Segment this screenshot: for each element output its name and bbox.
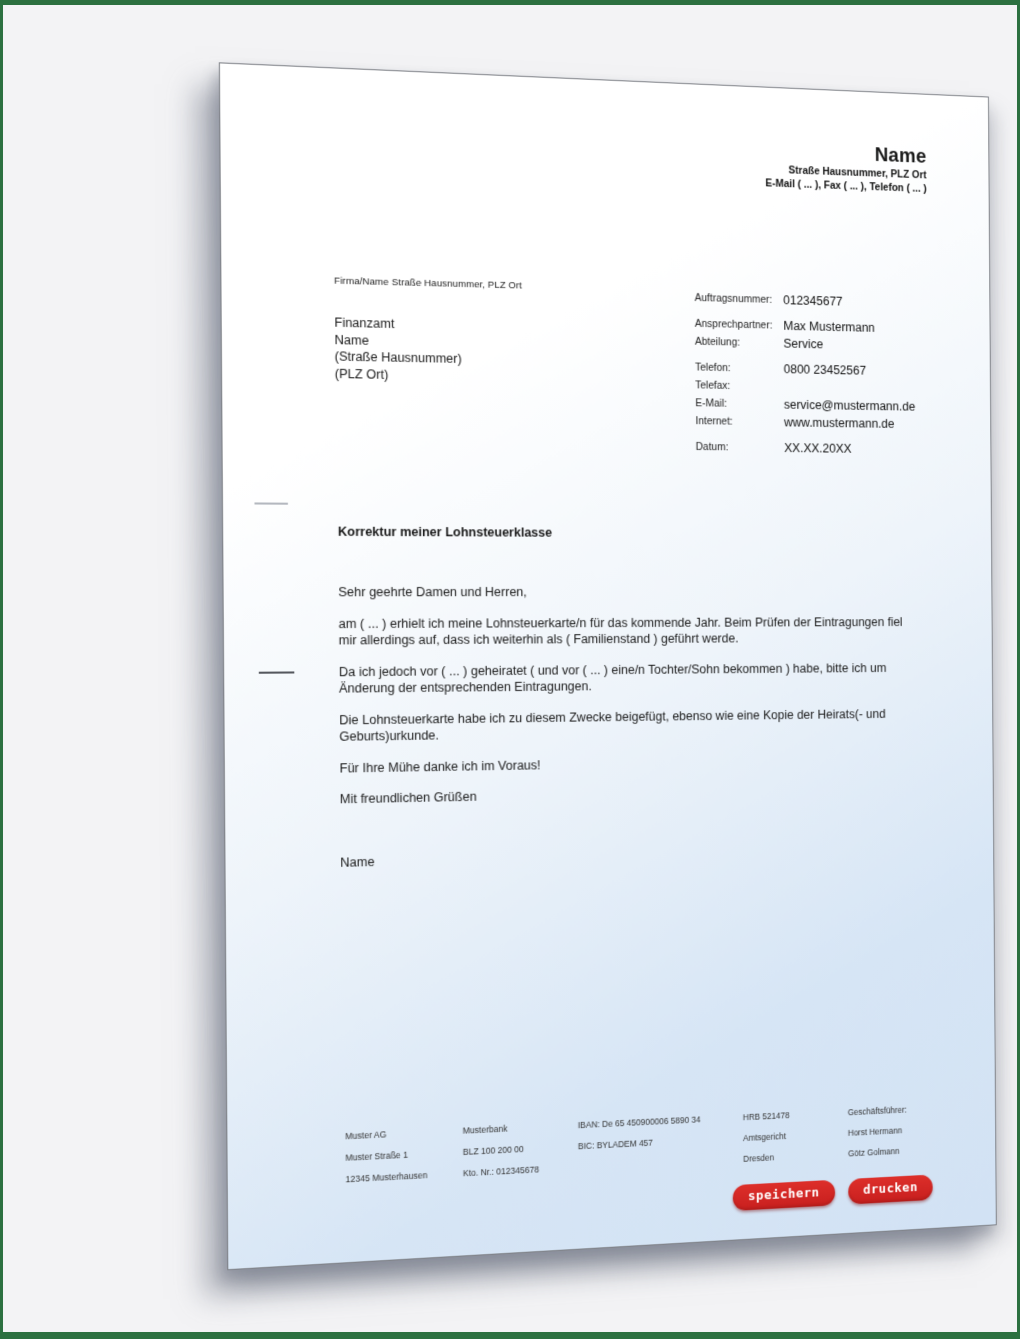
footer-line: BIC: BYLADEM 457	[577, 1137, 653, 1152]
info-label: Datum:	[695, 440, 729, 454]
closing-line: Mit freundlichen Grüßen	[339, 789, 477, 807]
footer-line: HRB 521478	[742, 1110, 790, 1123]
info-value: 012345677	[783, 293, 843, 309]
subject-line: Korrektur meiner Lohnsteuerklasse	[337, 524, 553, 540]
body-paragraph: Die Lohnsteuerkarte habe ich zu diesem Zwecke beigefügt, ebenso wie eine Kopie der Heirats(- und Geburts)urkunde.	[339, 706, 886, 744]
footer-line: 12345 Musterhausen	[345, 1170, 428, 1185]
footer-line: Kto. Nr.: 012345678	[462, 1164, 539, 1179]
info-label: Telefon:	[695, 361, 731, 375]
info-value: Max Mustermann	[783, 318, 875, 335]
letter-body	[338, 584, 913, 822]
footer-management-column	[848, 1100, 907, 1165]
body-paragraph: am ( ... ) erhielt ich meine Lohnsteuerkarte/n für das kommende Jahr. Beim Prüfen der Eintragungen fiel mir allerdings auf, dass ich weiterhin als ( Familienstand ) geführt werde.	[338, 614, 903, 648]
footer-registry-column	[743, 1105, 790, 1170]
sender-address: Straße Hausnummer, PLZ Ort	[788, 164, 927, 182]
footer-line: Musterbank	[462, 1123, 508, 1136]
recipient-line: (Straße Hausnummer)	[334, 349, 462, 367]
info-value: www.mustermann.de	[783, 415, 895, 431]
footer-line: Geschäftsführer:	[847, 1104, 907, 1118]
sender-contact: E-Mail ( ... ), Fax ( ... ), Telefon ( ... )	[765, 177, 927, 195]
footer-line: IBAN: De 65 450900006 5890 34	[577, 1114, 701, 1131]
info-value: Service	[783, 336, 824, 352]
info-value: 0800 23452567	[783, 362, 867, 378]
info-label: Auftragsnummer:	[694, 291, 773, 306]
info-label: E-Mail:	[695, 397, 728, 410]
footer-line: Muster AG	[345, 1129, 387, 1142]
salutation: Sehr geehrte Damen und Herren,	[338, 585, 527, 600]
recipient-line: Name	[334, 332, 369, 348]
info-value: service@mustermann.de	[783, 397, 916, 414]
order-info-block	[695, 289, 943, 459]
body-paragraph: Für Ihre Mühe danke ich im Voraus!	[339, 757, 541, 776]
info-row	[695, 289, 942, 313]
info-label: Telefax:	[695, 379, 731, 392]
save-button[interactable]: speichern	[733, 1180, 835, 1211]
footer-line: Dresden	[743, 1152, 775, 1164]
footer-line: BLZ 100 200 00	[462, 1143, 524, 1158]
footer-line: Muster Straße 1	[345, 1149, 408, 1163]
print-button[interactable]: drucken	[848, 1174, 933, 1204]
info-label: Internet:	[695, 415, 733, 428]
sender-name: Name	[874, 144, 927, 168]
footer-company-column	[345, 1122, 427, 1190]
footer-line: Horst Hermann	[847, 1125, 903, 1138]
body-paragraph: Da ich jedoch vor ( ... ) geheiratet ( und vor ( ... ) eine/n Tochter/Sohn bekommen ) habe, bitte ich um Änderung der entsprechenden Eintragungen.	[338, 660, 887, 696]
footer-iban-column	[578, 1109, 701, 1157]
footer-line: Götz Golmann	[848, 1146, 900, 1159]
signature-name: Name	[340, 854, 375, 870]
footer-bank-column	[463, 1117, 539, 1184]
sender-header	[765, 139, 927, 196]
fold-mark	[259, 671, 295, 673]
info-label: Abteilung:	[694, 335, 741, 349]
letter-page	[219, 62, 997, 1270]
info-label: Ansprechpartner:	[694, 317, 773, 332]
info-value: XX.XX.20XX	[784, 441, 852, 456]
fold-mark	[254, 502, 287, 504]
info-row	[696, 438, 943, 459]
footer-line: Amtsgericht	[742, 1131, 787, 1144]
return-address-line: Firma/Name Straße Hausnummer, PLZ Ort	[334, 275, 522, 292]
recipient-line: Finanzamt	[334, 315, 395, 332]
recipient-line: (PLZ Ort)	[334, 366, 389, 382]
recipient-block	[334, 314, 462, 384]
